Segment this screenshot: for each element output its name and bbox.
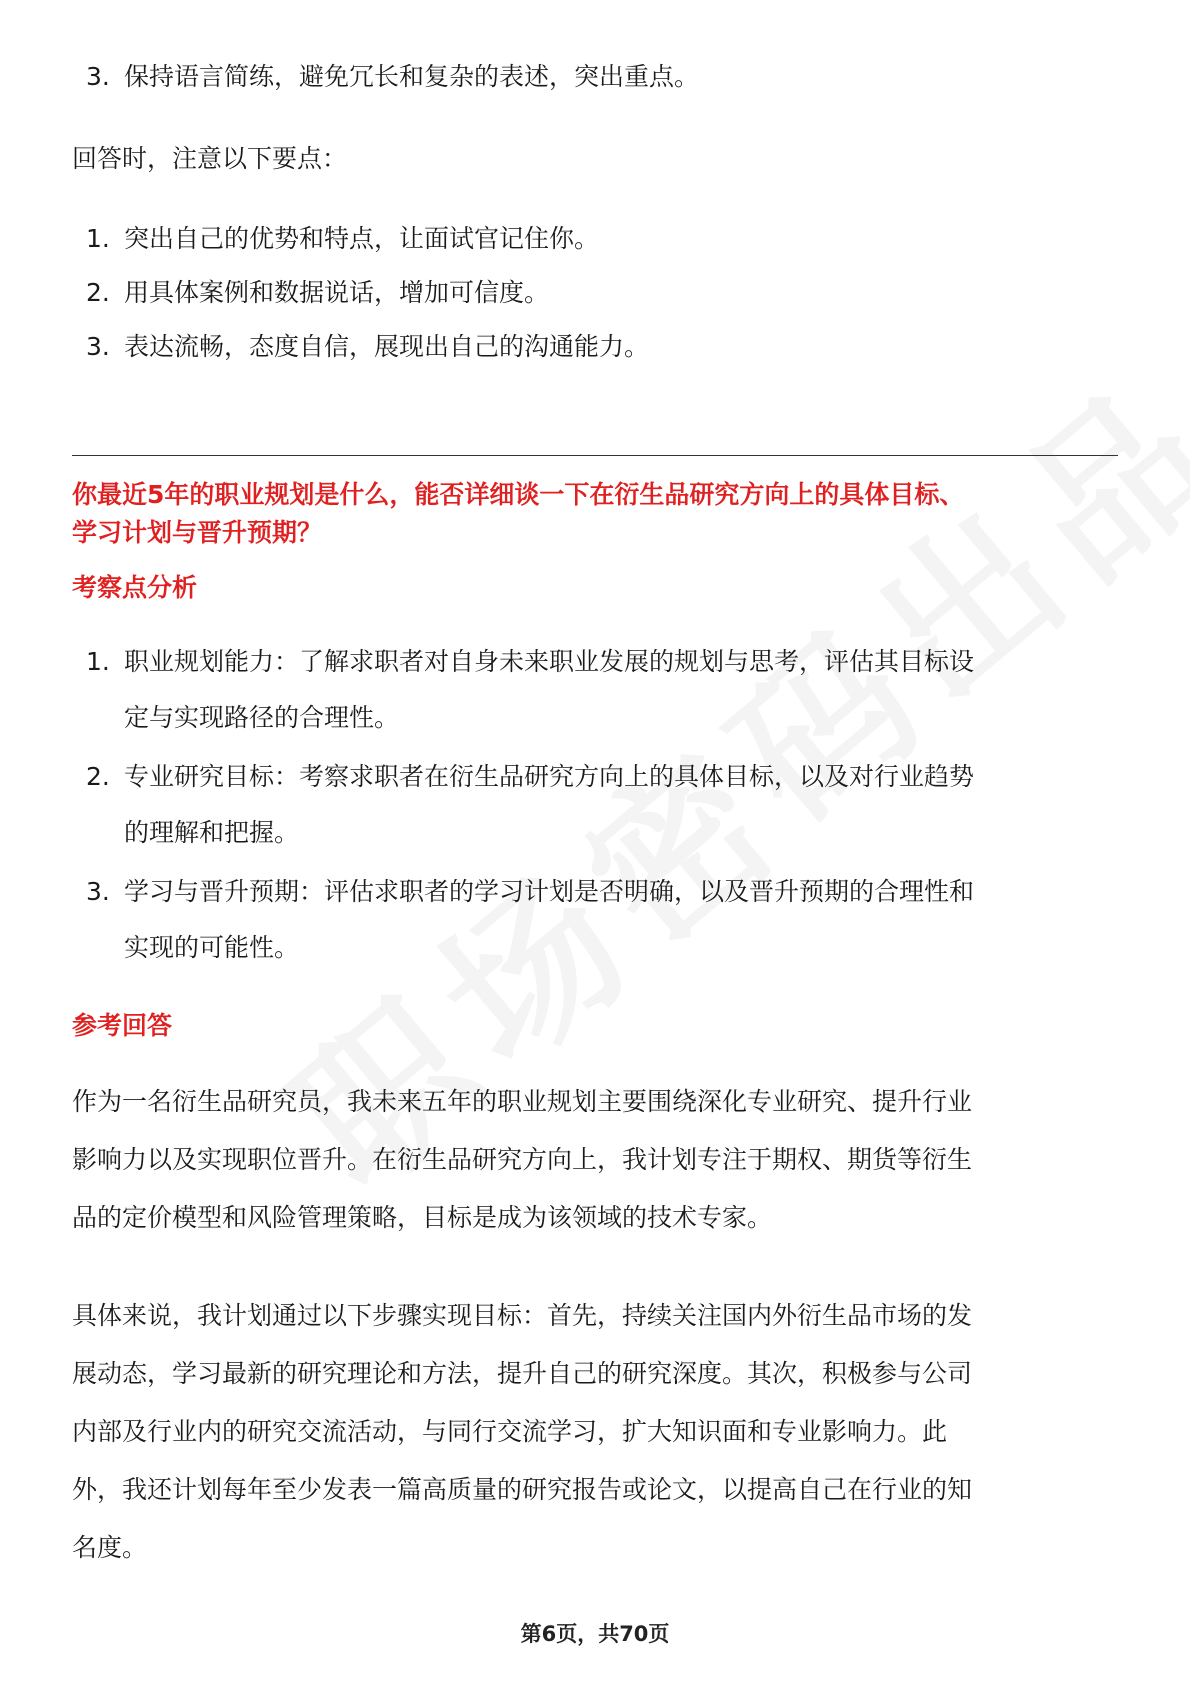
list-text: 突出自己的优势和特点，让面试官记住你。 (124, 224, 600, 253)
list-number: 2. (86, 278, 110, 307)
paragraph-line: 作为一名衍生品研究员，我未来五年的职业规划主要围绕深化专业研究、提升行业 (72, 1087, 973, 1116)
analysis-title: 考察点分析 (72, 573, 198, 602)
list-text-line-2: 实现的可能性。 (124, 933, 300, 962)
list-number: 3. (86, 62, 110, 91)
list-number: 2. (86, 762, 110, 791)
list-number: 3. (86, 332, 110, 361)
paragraph-line: 内部及行业内的研究交流活动，与同行交流学习，扩大知识面和专业影响力。此 (72, 1417, 948, 1446)
paragraph-line: 品的定价模型和风险管理策略，目标是成为该领域的技术专家。 (72, 1203, 773, 1232)
paragraph-line: 影响力以及实现职位晋升。在衍生品研究方向上，我计划专注于期权、期货等衍生 (72, 1145, 973, 1174)
list-number: 1. (86, 647, 110, 676)
paragraph-line: 展动态，学习最新的研究理论和方法，提升自己的研究深度。其次，积极参与公司 (72, 1359, 973, 1388)
section-divider (72, 455, 1118, 456)
list-number: 3. (86, 877, 110, 906)
list-text: 表达流畅，态度自信，展现出自己的沟通能力。 (124, 332, 650, 361)
paragraph-line: 外，我还计划每年至少发表一篇高质量的研究报告或论文，以提高自己在行业的知 (72, 1475, 973, 1504)
list-text-line-1: 专业研究目标：考察求职者在衍生品研究方向上的具体目标，以及对行业趋势 (124, 762, 975, 791)
list-text-line-1: 职业规划能力：了解求职者对自身未来职业发展的规划与思考，评估其目标设 (124, 647, 975, 676)
list-text-line-2: 定与实现路径的合理性。 (124, 703, 400, 732)
page-footer: 第6页，共70页 (520, 1622, 670, 1646)
question-heading-line-2: 学习计划与晋升预期？ (72, 518, 323, 547)
list-text-line-1: 学习与晋升预期：评估求职者的学习计划是否明确，以及晋升预期的合理性和 (124, 877, 975, 906)
answer-notes-intro: 回答时，注意以下要点： (72, 144, 348, 173)
paragraph-line: 名度。 (72, 1533, 148, 1562)
list-number: 1. (86, 224, 110, 253)
paragraph-line: 具体来说，我计划通过以下步骤实现目标：首先，持续关注国内外衍生品市场的发 (72, 1301, 973, 1330)
list-text-line-2: 的理解和把握。 (124, 818, 300, 847)
question-heading-line-1: 你最近5年的职业规划是什么，能否详细谈一下在衍生品研究方向上的具体目标、 (72, 480, 965, 509)
reference-title: 参考回答 (72, 1011, 173, 1040)
list-text: 用具体案例和数据说话，增加可信度。 (124, 278, 550, 307)
list-text: 保持语言简练，避免冗长和复杂的表述，突出重点。 (124, 62, 700, 91)
